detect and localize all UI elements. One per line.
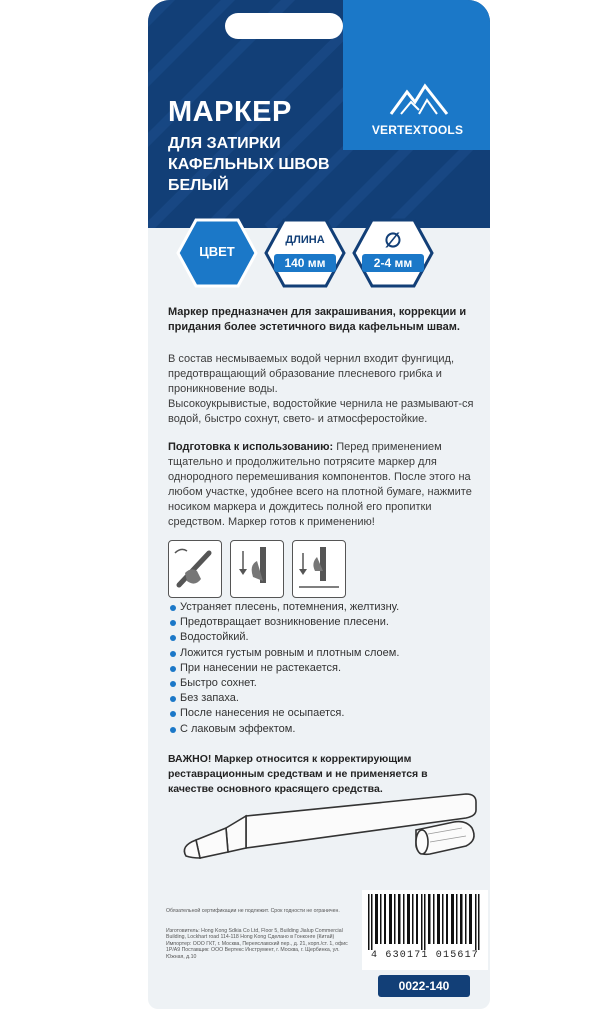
color-badge: [176, 218, 258, 288]
packaging-card: [148, 0, 490, 1009]
properties-text: Высокоукрывистые, водостойкие чернила не размывают-ся водой, быстро сохнут, свето- и атмосферостойкие.: [168, 398, 474, 425]
list-item: Без запаха.: [170, 691, 470, 706]
subtitle-line: КАФЕЛЬНЫХ ШВОВ: [168, 156, 330, 173]
subtitle-line: БЕЛЫЙ: [168, 177, 229, 194]
instruction-pictograms: [168, 540, 344, 596]
product-subtitle: [168, 133, 348, 196]
preparation-text: [168, 440, 476, 530]
warning-title: ВАЖНО!: [168, 753, 212, 765]
color-label: ЦВЕТ: [199, 244, 235, 259]
product-title: МАРКЕР: [168, 96, 292, 128]
brand-name: VERTEXTOOLS: [371, 123, 464, 137]
marker-illustration: [166, 788, 488, 888]
length-label: ДЛИНА: [285, 234, 325, 246]
spec-badges: [176, 218, 476, 288]
barcode-bars: [366, 894, 484, 950]
list-item: При нанесении не растекается.: [170, 661, 470, 676]
shake-marker-icon: [168, 540, 222, 598]
apply-marker-icon: [292, 540, 346, 598]
manufacturer-info: Изготовитель: Hong Kong Sdkia Co Ltd, Floor 5, Building Jialup Commercial Building, Lockhart road 114-118 Hong Kong Сделано в Гонконге (Китай) Импортер: ООО ГКТ, г. Москва, Переяславский пер., д. 21, корп./ст. 1, офис 1Р/А9 Поставщик: ООО Вертекс Инструмент, г. Москва, г. Щербинка, ул. Южная, д.10: [166, 928, 348, 960]
preparation-body: Перед применением тщательно и продолжительно потрясите маркер для однородного перемешивания компонентов. После этого на любом участке, удобнее всего на плотной бумаге, нажмите носиком маркера и дождитесь полной его пропитки средством. Маркер готов к применению!: [168, 441, 472, 528]
press-tip-icon: [230, 540, 284, 598]
list-item: Быстро сохнет.: [170, 676, 470, 691]
hang-hole: [225, 13, 343, 39]
intro-text: Маркер предназначен для закрашивания, коррекции и придания более эстетичного вида кафельным швам.: [168, 306, 467, 333]
features-list: [170, 600, 470, 737]
hexagon-shape: [264, 218, 346, 288]
warning-body: Маркер относится к корректирующим реставрационным средствам и не применяется в качестве основного красящего средства.: [168, 753, 428, 795]
diameter-icon: ∅: [384, 230, 402, 252]
list-item: Устраняет плесень, потемнения, желтизну.: [170, 600, 470, 615]
list-item: Предотвращает возникновение плесени.: [170, 615, 470, 630]
length-value: 140 мм: [274, 254, 336, 272]
barcode: [362, 890, 488, 970]
list-item: После нанесения не осыпается.: [170, 706, 470, 721]
list-item: Ложится густым ровным и плотным слоем.: [170, 646, 470, 661]
length-badge: [264, 218, 346, 288]
mountain-peaks-icon: [389, 82, 449, 116]
list-item: Водостойкий.: [170, 630, 470, 645]
certification-note: Обязательной сертификации не подлежит. Срок годности не ограничен.: [166, 908, 340, 914]
barcode-digits: 4 630171 015617: [370, 950, 479, 961]
composition-text: В состав несмываемых водой чернил входит фунгицид, предотвращающий образование плесневого грибка и проникновение воды.: [168, 353, 455, 395]
diameter-badge: [352, 218, 434, 288]
brand-block: [343, 0, 490, 150]
subtitle-line: ДЛЯ ЗАТИРКИ: [168, 135, 281, 152]
list-item: С лаковым эффектом.: [170, 722, 470, 737]
diameter-value: 2-4 мм: [362, 254, 424, 272]
preparation-title: Подготовка к использованию:: [168, 441, 334, 453]
article-code: 0022-140: [378, 975, 470, 997]
